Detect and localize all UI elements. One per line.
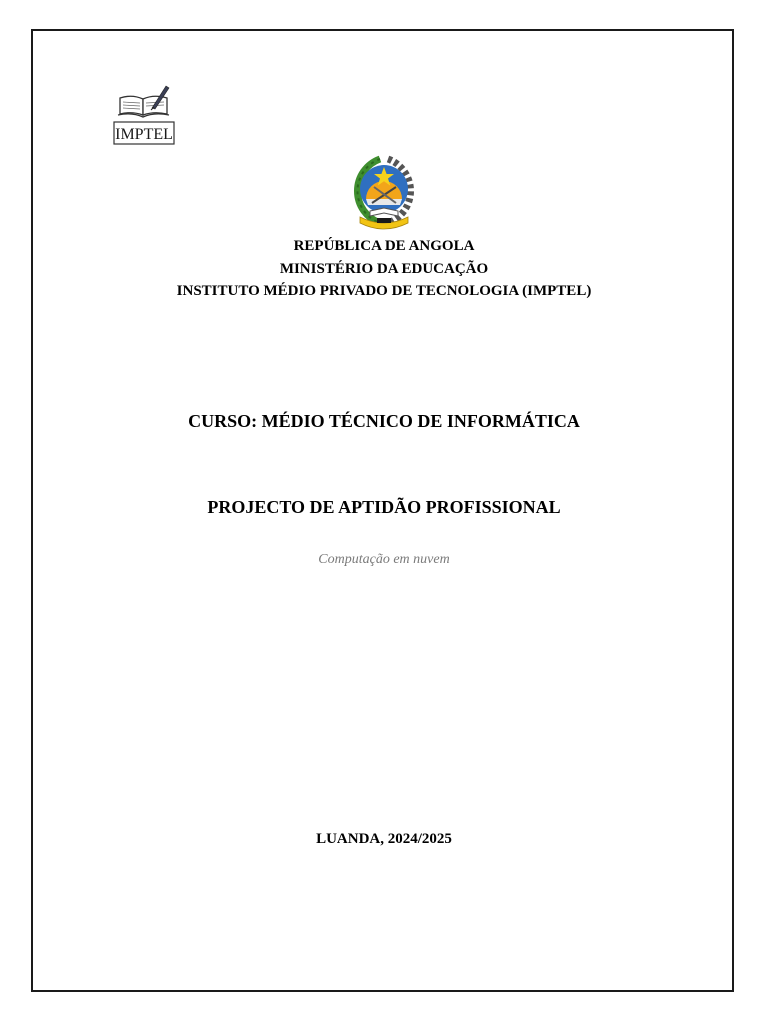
- open-book-quill-icon: [108, 82, 180, 154]
- ministry-name: MINISTÉRIO DA EDUCAÇÃO: [279, 260, 489, 277]
- course-title: CURSO: MÉDIO TÉCNICO DE INFORMÁTICA: [188, 411, 580, 431]
- place-and-year: LUANDA, 2024/2025: [316, 831, 452, 847]
- angola-coat-of-arms: [344, 153, 424, 233]
- angola-coat-of-arms-icon: [344, 153, 424, 233]
- project-subtitle: Computação em nuvem: [318, 552, 450, 567]
- country-name: REPÚBLICA DE ANGOLA: [293, 238, 475, 254]
- institute-name: INSTITUTO MÉDIO PRIVADO DE TECNOLOGIA (IMPTEL): [176, 283, 592, 299]
- institution-header: [0, 235, 768, 303]
- imptel-logo-text: IMPTEL: [115, 126, 173, 143]
- imptel-logo: [108, 82, 180, 154]
- project-title: PROJECTO DE APTIDÃO PROFISSIONAL: [207, 497, 561, 517]
